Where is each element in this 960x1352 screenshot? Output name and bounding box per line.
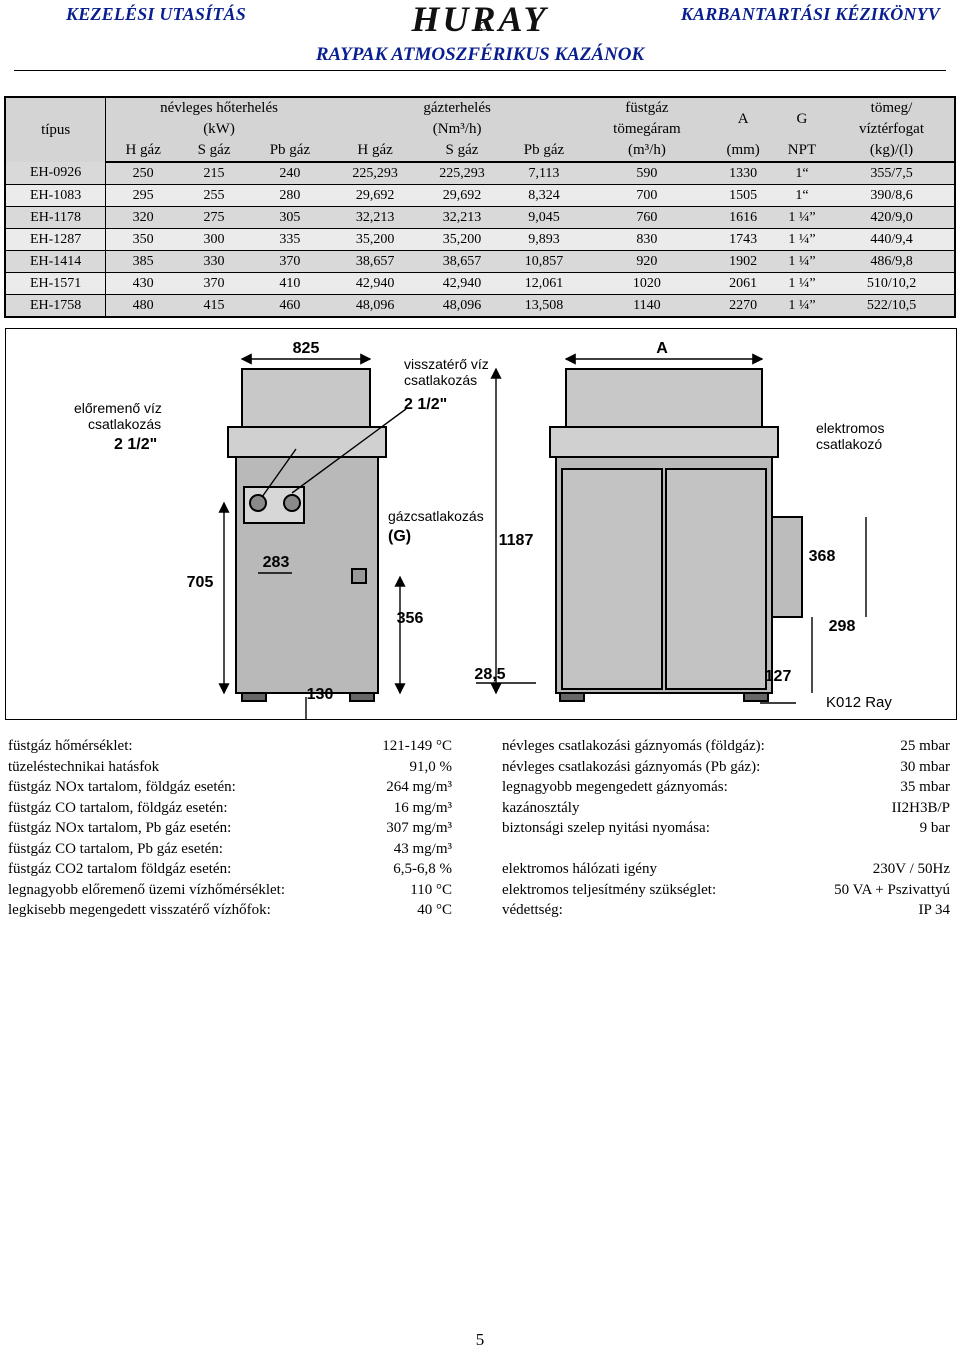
- boiler-dimension-drawing: [5, 328, 957, 720]
- cell-g: 1“: [775, 162, 829, 185]
- drawing-code: K012 Ray: [826, 694, 892, 711]
- side-view: [228, 369, 386, 701]
- spec-value: 25 mbar: [900, 738, 950, 754]
- cell-gs: 38,657: [419, 251, 506, 273]
- cell-gs: 48,096: [419, 295, 506, 318]
- col-h-gas: H gáz: [106, 140, 180, 162]
- gas-label-2: (G): [388, 528, 412, 545]
- cell-h: 430: [106, 273, 180, 295]
- spec-value: 6,5-6,8 %: [393, 861, 452, 877]
- table-row: [5, 185, 955, 207]
- spec-value: 40 °C: [417, 902, 452, 918]
- col-g-header: G: [796, 110, 808, 127]
- table-row: [5, 295, 955, 318]
- col-type-header: típus: [5, 97, 106, 162]
- cell-type: EH-0926: [5, 162, 106, 185]
- spec-label: tüzeléstechnikai hatásfok: [8, 758, 160, 775]
- spec-row: [502, 900, 950, 921]
- elec-label-2: csatlakozó: [816, 436, 883, 452]
- cell-flue: 920: [583, 251, 712, 273]
- flow-size: 2 1/2": [114, 436, 158, 453]
- dim-28-5: 28,5: [474, 666, 506, 683]
- spec-row: [502, 736, 950, 757]
- cell-s: 370: [180, 273, 248, 295]
- cell-gpb: 7,113: [505, 162, 582, 185]
- cell-g: 1 ¼”: [775, 207, 829, 229]
- cell-s: 415: [180, 295, 248, 318]
- cell-gh: 32,213: [332, 207, 419, 229]
- cell-s: 215: [180, 162, 248, 185]
- col-flue-unit: (m³/h): [583, 140, 712, 162]
- cell-type: EH-1571: [5, 273, 106, 295]
- col-load-header: névleges hőterhelés: [160, 100, 278, 116]
- cell-h: 350: [106, 229, 180, 251]
- spec-row: [502, 880, 950, 901]
- cell-gpb: 9,893: [505, 229, 582, 251]
- cell-h: 250: [106, 162, 180, 185]
- spec-label: füstgáz NOx tartalom, földgáz esetén:: [8, 779, 236, 795]
- spec-row: [8, 757, 452, 778]
- page-subtitle: RAYPAK ATMOSZFÉRIKUS KAZÁNOK: [315, 44, 645, 65]
- cell-g: 1“: [775, 185, 829, 207]
- spec-label: füstgáz hőmérséklet:: [8, 738, 133, 754]
- spec-label: füstgáz CO tartalom, földgáz esetén:: [8, 799, 228, 816]
- cell-flue: 700: [583, 185, 712, 207]
- cell-g: 1 ¼”: [775, 295, 829, 318]
- cell-g: 1 ¼”: [775, 229, 829, 251]
- cell-s: 275: [180, 207, 248, 229]
- cell-gpb: 9,045: [505, 207, 582, 229]
- cell-gh: 35,200: [332, 229, 419, 251]
- spec-table: [4, 96, 956, 318]
- cell-h: 385: [106, 251, 180, 273]
- spec-value: 50 VA + Pszivattyú: [834, 881, 950, 898]
- spec-label: legnagyobb megengedett gáznyomás:: [502, 779, 728, 795]
- cell-a: 1505: [711, 185, 775, 207]
- cell-gh: 38,657: [332, 251, 419, 273]
- spec-value: 307 mg/m³: [386, 820, 452, 836]
- spec-label: elektromos teljesítmény szükséglet:: [502, 881, 717, 898]
- spec-row: [8, 859, 452, 880]
- spec-row: [502, 818, 950, 839]
- spec-value: 264 mg/m³: [386, 779, 452, 795]
- cell-h: 295: [106, 185, 180, 207]
- flow-label-1: előremenő víz: [74, 400, 162, 416]
- cell-type: EH-1287: [5, 229, 106, 251]
- cell-flue: 1140: [583, 295, 712, 318]
- cell-gpb: 12,061: [505, 273, 582, 295]
- col-a-unit: (mm): [711, 140, 775, 162]
- dim-825: 825: [292, 340, 320, 357]
- spec-value: 91,0 %: [409, 758, 452, 775]
- dim-298: 298: [828, 618, 856, 635]
- col-flue-header: füstgáz: [625, 100, 669, 116]
- spec-value: 43 mg/m³: [393, 840, 452, 857]
- col-flue-header-2: tömegáram: [613, 121, 681, 137]
- spec-row: [8, 900, 452, 921]
- cell-type: EH-1083: [5, 185, 106, 207]
- cell-gs: 35,200: [419, 229, 506, 251]
- cell-mass: 440/9,4: [829, 229, 955, 251]
- spec-value: II2H3B/P: [891, 799, 950, 816]
- return-label-2: csatlakozás: [404, 372, 478, 388]
- dim-368: 368: [808, 548, 836, 565]
- spec-row: [502, 839, 950, 860]
- cell-a: 2270: [711, 295, 775, 318]
- table-row: [5, 162, 955, 185]
- cell-pb: 240: [248, 162, 332, 185]
- spec-label: legkisebb megengedett visszatérő vízhőfok:: [8, 902, 271, 918]
- cell-a: 2061: [711, 273, 775, 295]
- cell-mass: 420/9,0: [829, 207, 955, 229]
- col-gpb-gas: Pb gáz: [505, 140, 582, 162]
- cell-gpb: 10,857: [505, 251, 582, 273]
- cell-pb: 410: [248, 273, 332, 295]
- spec-value: IP 34: [918, 902, 950, 918]
- cell-type: EH-1178: [5, 207, 106, 229]
- spec-list-right: [502, 736, 950, 921]
- cell-gh: 42,940: [332, 273, 419, 295]
- spec-row: [502, 757, 950, 778]
- header-right-title: KARBANTARTÁSI KÉZIKÖNYV: [680, 4, 940, 24]
- spec-row: [8, 880, 452, 901]
- col-a-header: A: [737, 110, 749, 127]
- dim-127: 127: [764, 668, 792, 685]
- spec-label: elektromos hálózati igény: [502, 861, 657, 877]
- cell-g: 1 ¼”: [775, 273, 829, 295]
- table-row: [5, 251, 955, 273]
- cell-pb: 460: [248, 295, 332, 318]
- cell-flue: 830: [583, 229, 712, 251]
- cell-s: 300: [180, 229, 248, 251]
- dim-1187: 1187: [498, 532, 534, 549]
- huray-logo: [380, 0, 580, 38]
- cell-type: EH-1758: [5, 295, 106, 318]
- cell-gs: 32,213: [419, 207, 506, 229]
- col-g-unit: NPT: [775, 140, 829, 162]
- spec-value: 30 mbar: [900, 758, 950, 775]
- col-gh-gas: H gáz: [332, 140, 419, 162]
- cell-pb: 280: [248, 185, 332, 207]
- spec-list-left: [8, 736, 452, 921]
- cell-pb: 305: [248, 207, 332, 229]
- col-mass-header: tömeg/: [870, 100, 913, 116]
- dim-356: 356: [396, 610, 424, 627]
- spec-label: füstgáz CO tartalom, Pb gáz esetén:: [8, 840, 223, 857]
- cell-pb: 335: [248, 229, 332, 251]
- spec-value: 230V / 50Hz: [872, 861, 950, 877]
- page-number: 5: [475, 1330, 485, 1349]
- cell-gh: 48,096: [332, 295, 419, 318]
- cell-h: 480: [106, 295, 180, 318]
- cell-g: 1 ¼”: [775, 251, 829, 273]
- cell-flue: 590: [583, 162, 712, 185]
- cell-gpb: 8,324: [505, 185, 582, 207]
- cell-flue: 1020: [583, 273, 712, 295]
- cell-gs: 29,692: [419, 185, 506, 207]
- cell-gpb: 13,508: [505, 295, 582, 318]
- cell-s: 330: [180, 251, 248, 273]
- cell-pb: 370: [248, 251, 332, 273]
- elec-label-1: elektromos: [816, 420, 885, 436]
- spec-label: kazánosztály: [502, 799, 580, 816]
- dim-a: A: [656, 340, 668, 357]
- table-row: [5, 273, 955, 295]
- header-divider: [14, 70, 946, 71]
- spec-value: 110 °C: [410, 881, 452, 898]
- spec-value: 16 mg/m³: [393, 799, 452, 816]
- col-s-gas: S gáz: [180, 140, 248, 162]
- col-load-unit: (kW): [203, 121, 235, 137]
- spec-row: [502, 859, 950, 880]
- spec-value: 9 bar: [919, 820, 950, 836]
- cell-flue: 760: [583, 207, 712, 229]
- return-size: 2 1/2": [404, 396, 448, 413]
- spec-label: névleges csatlakozási gáznyomás (földgáz):: [502, 738, 765, 754]
- cell-mass: 510/10,2: [829, 273, 955, 295]
- table-row: [5, 207, 955, 229]
- spec-row: [502, 798, 950, 819]
- cell-gs: 42,940: [419, 273, 506, 295]
- dim-130: 130: [306, 686, 334, 703]
- cell-a: 1902: [711, 251, 775, 273]
- cell-h: 320: [106, 207, 180, 229]
- dim-283: 283: [262, 554, 290, 571]
- cell-type: EH-1414: [5, 251, 106, 273]
- cell-s: 255: [180, 185, 248, 207]
- cell-a: 1330: [711, 162, 775, 185]
- col-gs-gas: S gáz: [419, 140, 506, 162]
- col-gas-header: gázterhelés: [423, 100, 491, 116]
- cell-a: 1616: [711, 207, 775, 229]
- header-left-title: KEZELÉSI UTASÍTÁS: [66, 4, 246, 24]
- spec-label: füstgáz NOx tartalom, Pb gáz esetén:: [8, 820, 232, 836]
- spec-value: 35 mbar: [900, 779, 950, 795]
- logo-text: HURAY: [411, 0, 549, 38]
- spec-row: [8, 736, 452, 757]
- col-pb-gas: Pb gáz: [248, 140, 332, 162]
- spec-label: legnagyobb előremenő üzemi vízhőmérséklet:: [8, 881, 285, 898]
- front-view: [550, 369, 802, 701]
- flow-label-2: csatlakozás: [88, 416, 162, 432]
- spec-row: [8, 777, 452, 798]
- spec-label: füstgáz CO2 tartalom földgáz esetén:: [8, 861, 232, 877]
- col-mass-unit: (kg)/(l): [829, 140, 955, 162]
- spec-row: [8, 818, 452, 839]
- cell-mass: 355/7,5: [829, 162, 955, 185]
- return-label-1: visszatérő víz: [404, 356, 489, 372]
- cell-gs: 225,293: [419, 162, 506, 185]
- gas-label-1: gázcsatlakozás: [388, 508, 484, 524]
- spec-row: [502, 777, 950, 798]
- cell-mass: 390/8,6: [829, 185, 955, 207]
- col-gas-unit: (Nm³/h): [432, 121, 482, 137]
- cell-a: 1743: [711, 229, 775, 251]
- spec-label: védettség:: [502, 902, 563, 918]
- spec-value: 121-149 °C: [382, 738, 452, 754]
- cell-mass: 486/9,8: [829, 251, 955, 273]
- spec-label: biztonsági szelep nyitási nyomása:: [502, 820, 710, 836]
- col-mass-header-2: víztérfogat: [859, 121, 924, 137]
- cell-gh: 29,692: [332, 185, 419, 207]
- cell-gh: 225,293: [332, 162, 419, 185]
- spec-row: [8, 798, 452, 819]
- dim-705: 705: [186, 574, 214, 591]
- table-row: [5, 229, 955, 251]
- spec-label: névleges csatlakozási gáznyomás (Pb gáz):: [502, 758, 761, 775]
- spec-row: [8, 839, 452, 860]
- cell-mass: 522/10,5: [829, 295, 955, 318]
